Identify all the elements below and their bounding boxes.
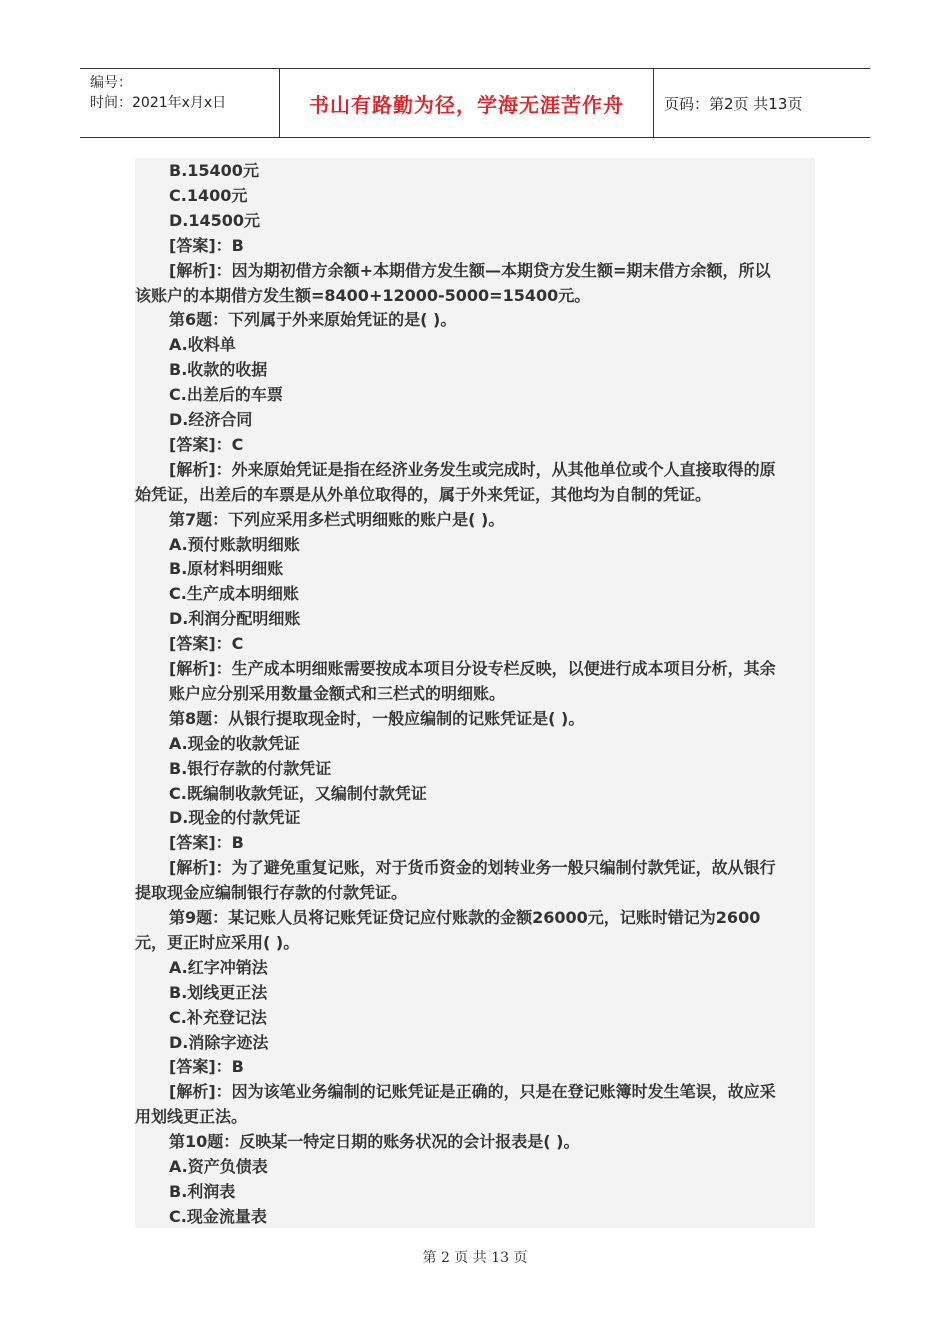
text-line: B.划线更正法 [169, 982, 268, 1002]
text-line: D.利润分配明细账 [169, 609, 301, 629]
text-line: B.15400元 [169, 161, 259, 180]
text-line: B.原材料明细账 [169, 559, 284, 579]
text-line: 用划线更正法。 [135, 1107, 248, 1127]
text-line: [答案]：B [169, 1057, 244, 1077]
text-line: 第9题：某记账人员将记账凭证贷记应付账款的金额26000元，记账时错记为2600 [169, 908, 761, 927]
text-line: [解析]：为了避免重复记账，对于货币资金的划转业务一般只编制付款凭证，故从银行 [169, 858, 776, 878]
text-line: A.预付账款明细账 [169, 534, 300, 554]
text-line: [解析]：因为期初借方余额+本期借方发生额—本期贷方发生额=期末借方余额，所以 [169, 260, 771, 280]
page-footer: 第 2 页 共 13 页 [422, 1250, 528, 1266]
text-line: B.银行存款的付款凭证 [169, 758, 332, 778]
header-page-info: 页码：第2页 共13页 [664, 94, 803, 113]
text-line: B.收款的收据 [169, 360, 268, 380]
text-line: [答案]：C [169, 434, 244, 454]
text-line: A.资产负债表 [169, 1157, 268, 1176]
page-header [80, 68, 870, 138]
text-line: 该账户的本期借方发生额=8400+12000-5000=15400元。 [135, 285, 591, 305]
text-line: C.生产成本明细账 [169, 584, 299, 604]
text-line: C.现金流量表 [169, 1206, 267, 1226]
text-line: A.现金的收款凭证 [169, 733, 300, 753]
text-line: D.消除字迹法 [169, 1032, 269, 1052]
document-body [135, 158, 815, 1228]
text-line: A.收料单 [169, 335, 236, 355]
text-line: 元，更正时应采用( )。 [135, 932, 300, 952]
text-line: [答案]：B [169, 235, 244, 255]
text-line: B.利润表 [169, 1181, 236, 1201]
text-line: 第6题：下列属于外来原始凭证的是( )。 [169, 310, 457, 330]
text-line: 第8题：从银行提取现金时，一般应编制的记账凭证是( )。 [169, 708, 585, 728]
header-motto: 书山有路勤为径，学海无涯苦作舟 [280, 69, 654, 137]
serial-label: 编号： [90, 75, 132, 91]
text-line: 始凭证，出差后的车票是从外单位取得的，属于外来凭证，其他均为自制的凭证。 [135, 484, 712, 504]
text-line: [解析]：生产成本明细账需要按成本项目分设专栏反映，以便进行成本项目分析，其余 [169, 659, 776, 678]
text-line: A.红字冲销法 [169, 957, 268, 977]
text-line: 第7题：下列应采用多栏式明细账的账户是( )。 [169, 509, 505, 529]
text-line: C.1400元 [169, 185, 248, 205]
text-line: 第10题：反映某一特定日期的账务状况的会计报表是( )。 [169, 1132, 580, 1152]
text-line: D.14500元 [169, 210, 261, 230]
text-line: 账户应分别采用数量金额式和三栏式的明细账。 [169, 683, 506, 703]
text-line: C.出差后的车票 [169, 385, 283, 405]
text-line: D.现金的付款凭证 [169, 808, 301, 828]
text-line: C.既编制收款凭证，又编制付款凭证 [169, 783, 427, 803]
text-line: C.补充登记法 [169, 1007, 267, 1027]
text-line: [解析]：因为该笔业务编制的记账凭证是正确的，只是在登记账簿时发生笔误，故应采 [169, 1082, 776, 1102]
text-line: [解析]：外来原始凭证是指在经济业务发生或完成时，从其他单位或个人直接取得的原 [169, 459, 776, 479]
text-line: [答案]：B [169, 833, 244, 853]
time-label: 时间：2021年x月x日 [90, 95, 227, 111]
header-meta [80, 69, 280, 137]
text-line: D.经济合同 [169, 410, 253, 429]
text-line: [答案]：C [169, 634, 244, 654]
text-line: 提取现金应编制银行存款的付款凭证。 [135, 883, 408, 903]
